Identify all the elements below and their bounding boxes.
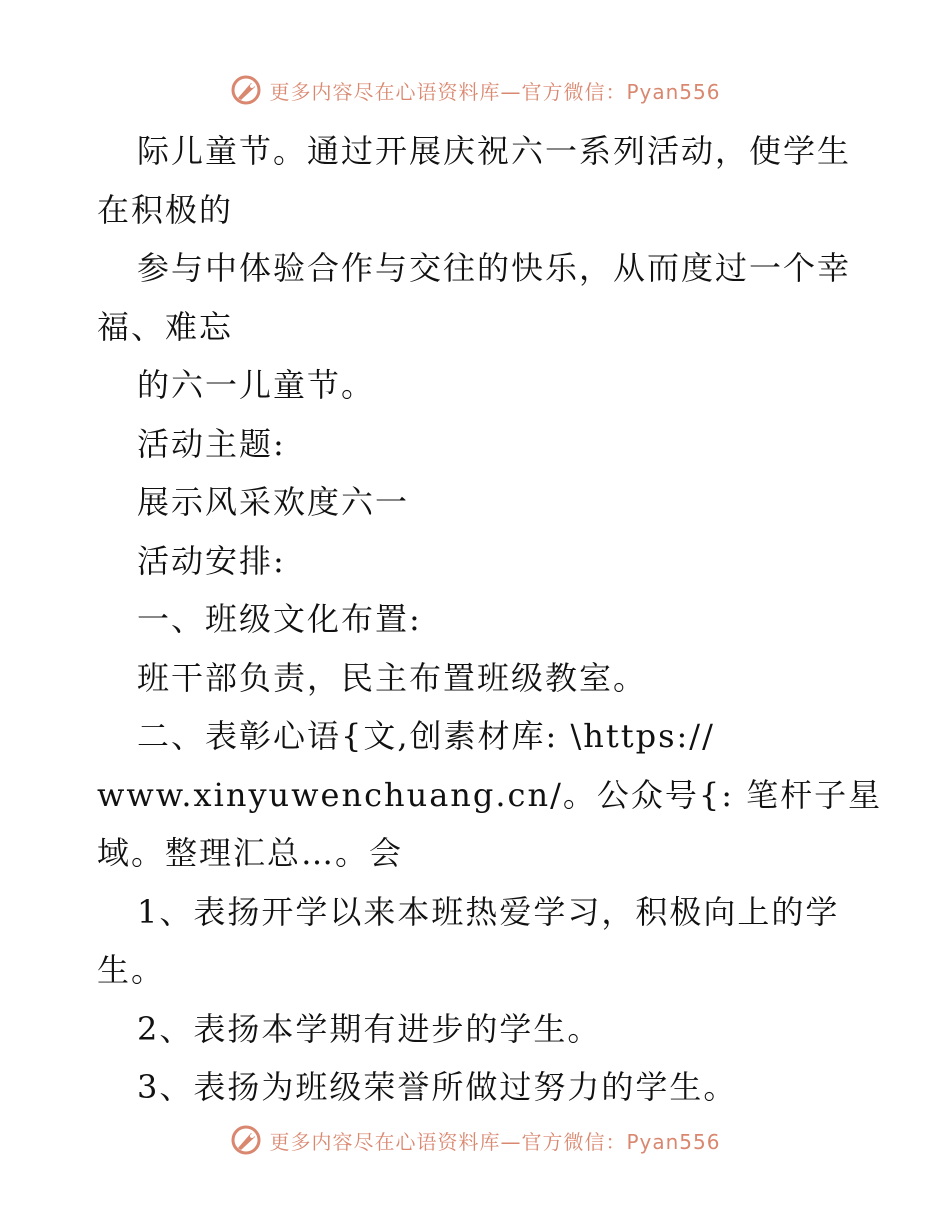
text-line: 福、难忘 <box>97 307 234 346</box>
text-line: 际儿童节。通过开展庆祝六一系列活动，使学生 <box>137 132 852 170</box>
document-body <box>97 122 883 1117</box>
watermark-text: 更多内容尽在心语资料库—官方微信：Pyan556 <box>269 79 721 104</box>
text-line: 活动主题: <box>137 424 286 463</box>
text-line: 活动安排: <box>137 541 286 580</box>
pen-nib-circle-icon <box>229 1123 263 1157</box>
watermark-footer <box>0 1120 950 1160</box>
text-line: 域。整理汇总…。会 <box>97 834 404 872</box>
text-line: 2、表扬本学期有进步的学生。 <box>137 1009 602 1048</box>
text-line: 生。 <box>97 951 166 989</box>
pen-nib-circle-icon <box>229 73 263 107</box>
text-line: 参与中体验合作与交往的快乐，从而度过一个幸 <box>137 249 852 287</box>
text-line: 1、表扬开学以来本班热爱学习，积极向上的学 <box>137 892 840 931</box>
watermark-header <box>0 70 950 110</box>
text-line: 3、表扬为班级荣誉所做过努力的学生。 <box>137 1068 738 1106</box>
text-line: 展示风采欢度六一 <box>137 483 410 521</box>
text-line: 二、表彰心语{文,创素材库: \https:// <box>137 717 715 755</box>
watermark-text: 更多内容尽在心语资料库—官方微信：Pyan556 <box>269 1129 721 1154</box>
text-line: www.xinyuwenchuang.cn/。公众号{: 笔杆子星 <box>97 775 883 814</box>
text-line: 在积极的 <box>97 190 234 229</box>
text-line: 班干部负责，民主布置班级教室。 <box>137 658 648 697</box>
text-line: 的六一儿童节。 <box>137 366 376 404</box>
text-line: 一、班级文化布置: <box>137 600 422 638</box>
